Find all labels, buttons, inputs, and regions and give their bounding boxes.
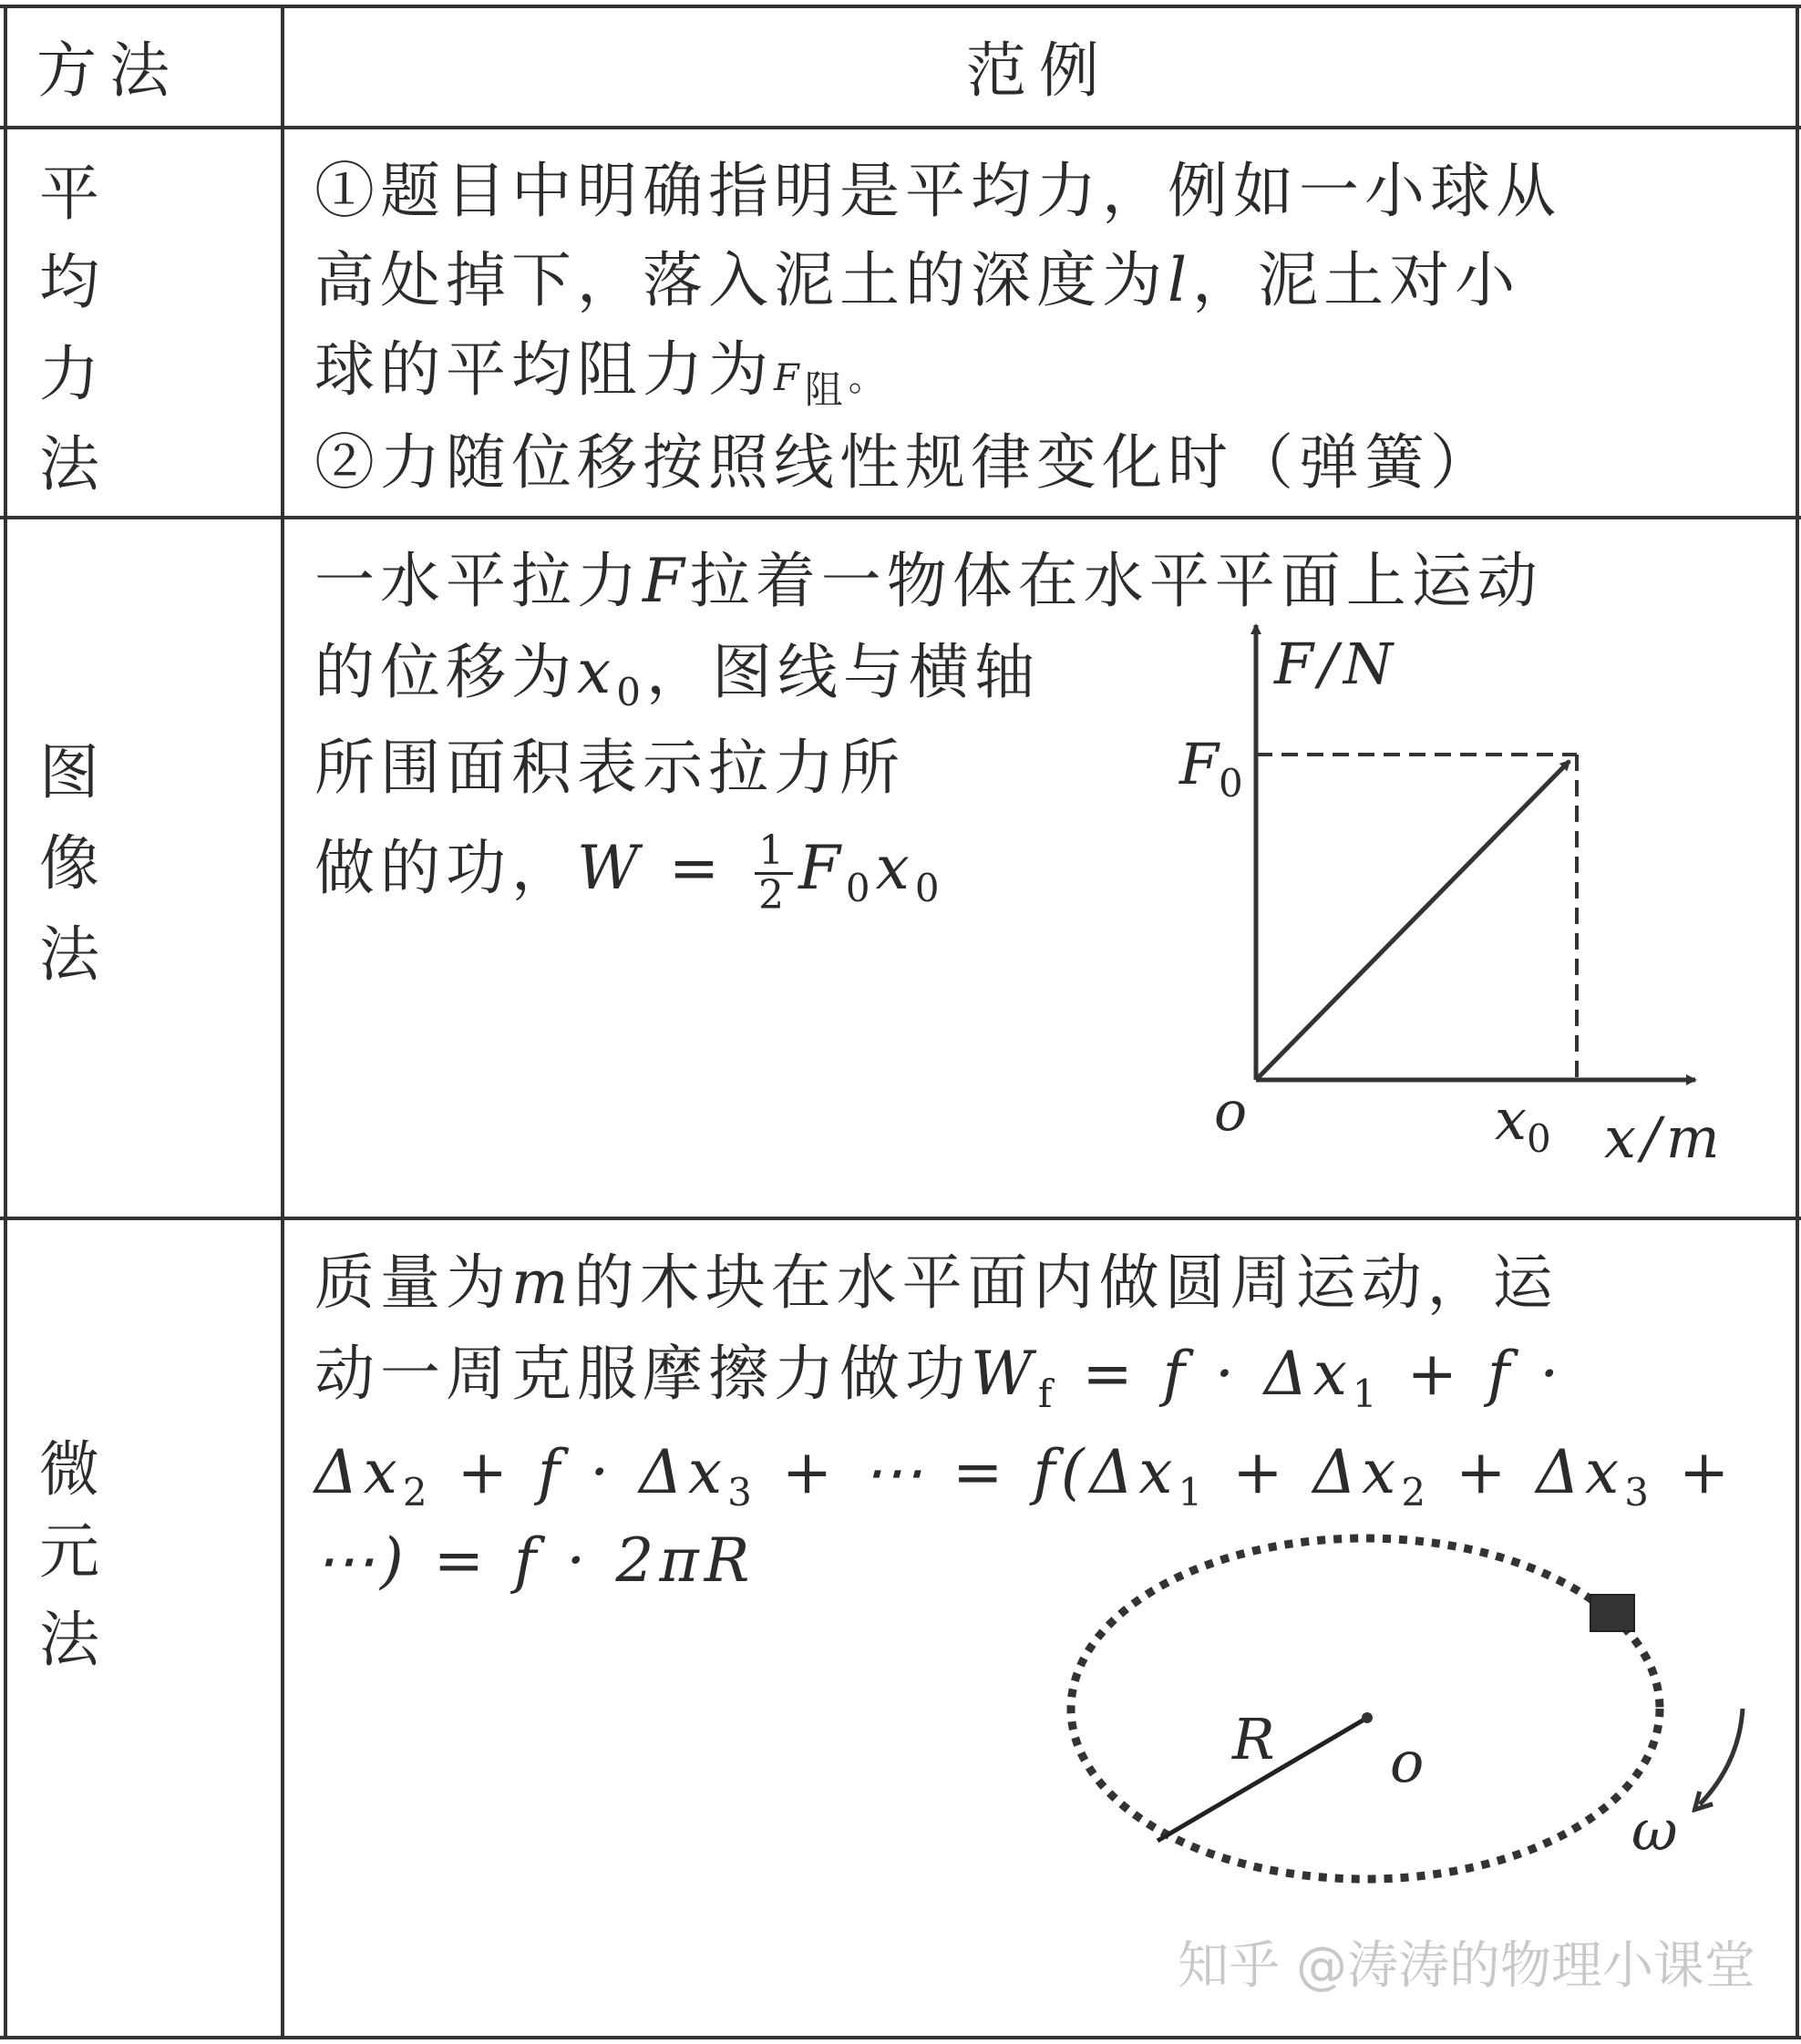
math-var-m: m [511, 1248, 574, 1318]
example-line: ①题目中明确指明是平均力，例如一小球从 [314, 156, 1561, 226]
text-fragment: 做的功， [314, 833, 577, 903]
force-line [1256, 761, 1569, 1080]
origin-label: o [1214, 1080, 1248, 1144]
f0-label: $F_0$ [1179, 731, 1243, 806]
text-fragment: 一水平拉力 [314, 546, 643, 616]
method-char: 图 [39, 737, 99, 807]
circular-path [1071, 1538, 1660, 1879]
text-fragment: 球的平均阻力为 [314, 334, 774, 405]
text-fragment: ，图线与横轴 [645, 637, 1040, 707]
text-fragment: 的木块在水平面内做圆周运动，运 [573, 1248, 1559, 1318]
fraction-half: $\frac{1}{2}$ [755, 830, 793, 917]
force-displacement-graph [1158, 611, 1796, 1194]
watermark: 知乎 @涛涛的物理小课堂 [1178, 1936, 1755, 1996]
math-work-formula-1: $W_f = f \cdot \Delta x_1 + f$ · [971, 1339, 1565, 1416]
example-line [314, 1239, 1559, 1327]
example-line [314, 825, 945, 932]
example-line: ②力随位移按照线性规律变化时（弹簧） [314, 427, 1496, 498]
subscript-resistance: 阻 [804, 367, 849, 412]
example-line [314, 1517, 755, 1605]
column-divider [281, 5, 284, 2039]
math-work-formula-2: $\Delta x_2 + f \cdot \Delta x_3$ + ⋯ = $f(\Delta x_1 + \Delta x_2 + \Delta x_3$ + [314, 1437, 1735, 1515]
x0-label: $x_0$ [1495, 1086, 1551, 1161]
math-var-f: F [774, 357, 805, 399]
period: 。 [848, 357, 890, 399]
center-label: o [1390, 1729, 1425, 1795]
text-fragment: 动一周克服摩擦力做功 [314, 1339, 971, 1409]
circular-motion-diagram [1039, 1513, 1768, 1914]
method-char: 均 [39, 247, 99, 317]
table-border-bottom [0, 2036, 1801, 2039]
table-border-top [0, 5, 1801, 8]
header-divider [0, 126, 1801, 129]
math-var-l: l [1168, 245, 1193, 315]
y-axis-label: F/N [1274, 631, 1399, 697]
row-divider-1 [0, 516, 1801, 519]
math-W-eq: W = [577, 833, 750, 903]
row-divider-2 [0, 1217, 1801, 1220]
header-method: 方法 [36, 36, 182, 106]
text-fragment: 拉着一物体在水平平面上运动 [689, 546, 1543, 616]
x-axis-label: x/m [1604, 1104, 1725, 1171]
method-char: 平 [39, 159, 99, 229]
example-line [314, 237, 1520, 324]
text-fragment: 高处掉下，落入泥土的深度为 [314, 245, 1168, 315]
method-char: 力 [39, 339, 99, 409]
example-line [314, 629, 1040, 736]
text-fragment: 质量为 [314, 1248, 511, 1318]
example-line [314, 326, 890, 434]
method-char: 微 [39, 1434, 99, 1505]
method-char: 法 [39, 919, 99, 990]
example-line [314, 1330, 1564, 1438]
text-fragment: ，泥土对小 [1192, 245, 1521, 315]
rotation-arrow [1700, 1709, 1743, 1804]
omega-label: ω [1631, 1797, 1678, 1864]
method-char: 法 [39, 429, 99, 499]
math-x0: $x_0$ [577, 637, 646, 714]
table-border-left [4, 5, 7, 2039]
method-char: 元 [39, 1516, 99, 1587]
radius-label: R [1232, 1706, 1275, 1772]
wooden-block [1590, 1595, 1634, 1631]
example-line: 所围面积表示拉力所 [314, 733, 905, 803]
text-fragment: 的位移为 [314, 637, 577, 707]
method-char: 法 [39, 1605, 99, 1675]
math-var-F: F [643, 546, 690, 616]
math-work-formula-3: ⋯) = f · 2πR [314, 1525, 756, 1596]
math-F0x0: $F_0x_0$ [798, 833, 945, 910]
header-example: 范例 [966, 36, 1112, 106]
table-border-right [1796, 5, 1799, 2039]
center-point [1362, 1712, 1373, 1723]
method-char: 像 [39, 828, 99, 899]
